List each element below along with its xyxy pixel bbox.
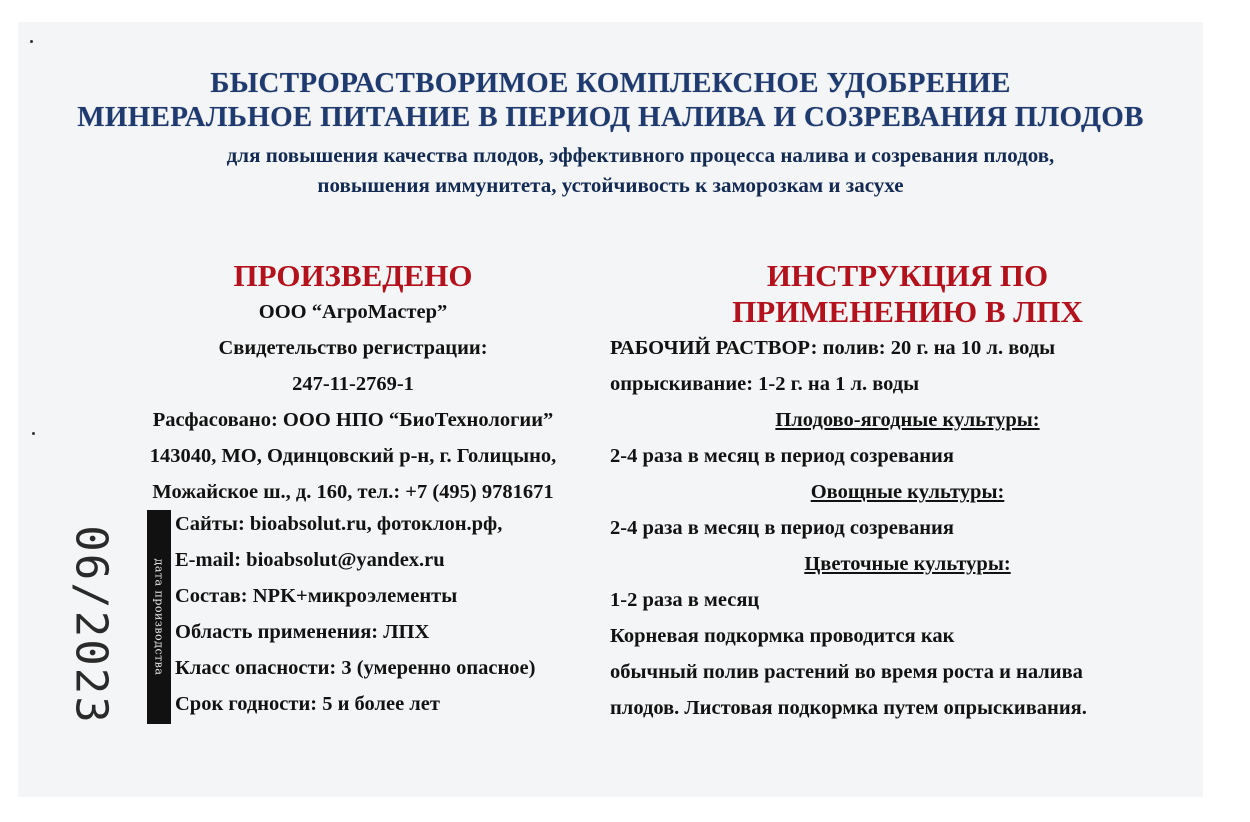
application-area: Область применения: ЛПХ [175,621,430,643]
composition: Состав: NPK+микроэлементы [175,585,458,607]
title-line-1: БЫСТРОРАСТВОРИМОЕ КОМПЛЕКСНОЕ УДОБРЕНИЕ [210,67,1011,99]
fruit-crops-text: 2-4 раза в месяц в период созревания [610,445,954,467]
subtitle-line-1: для повышения качества плодов, эффективного процесса налива и созревания плодов, [226,143,1055,167]
producer-heading: ПРОИЗВЕДЕНО [233,258,473,293]
production-date-label: дата производства [152,558,166,676]
email: E-mail: bioabsolut@yandex.ru [175,549,445,571]
fruit-crops-heading: Плодово-ягодные культуры: [775,409,1040,431]
label-card [18,22,1203,797]
vegetable-crops-text: 2-4 раза в месяц в период созревания [610,517,954,539]
flower-crops-text: 1-2 раза в месяц [610,589,760,611]
address-line-2: Можайское ш., д. 160, тел.: +7 (495) 9781671 [152,481,554,503]
packed-by: Расфасовано: ООО НПО “БиоТехнологии” [152,409,554,431]
certificate-number: 247-11-2769-1 [292,373,414,395]
production-date-label-box [147,510,171,724]
sites: Сайты: bioabsolut.ru, фотоклон.рф, [175,513,503,535]
producer-company: ООО “АгроМастер” [258,301,448,323]
certificate-label: Свидетельство регистрации: [218,337,488,359]
hazard-class: Класс опасности: 3 (умеренно опасное) [175,657,536,679]
print-speck [30,40,33,43]
production-date: 06/2023 [65,525,117,725]
working-solution: РАБОЧИЙ РАСТВОР: полив: 20 г. на 10 л. воды [610,337,1056,359]
instructions-section [610,258,1205,726]
spraying-dose: опрыскивание: 1-2 г. на 1 л. воды [610,373,920,395]
production-date-stamp [58,525,124,725]
title-line-2: МИНЕРАЛЬНОЕ ПИТАНИЕ В ПЕРИОД НАЛИВА И СОЗРЕВАНИЯ ПЛОДОВ [77,101,1144,133]
subtitle-line-2: повышения иммунитета, устойчивость к заморозкам и засухе [317,173,904,197]
address-line-1: 143040, МО, Одинцовский р-н, г. Голицыно, [149,445,557,467]
shelf-life: Срок годности: 5 и более лет [175,693,440,715]
print-speck [32,432,35,435]
instructions-heading-line-2: ПРИМЕНЕНИЮ В ЛПХ [732,294,1083,329]
header [18,66,1203,200]
note-line-3: плодов. Листовая подкормка путем опрыскивания. [610,697,1087,719]
vegetable-crops-heading: Овощные культуры: [810,481,1005,503]
instructions-heading-line-1: ИНСТРУКЦИЯ ПО [766,258,1049,293]
details-list [175,506,635,722]
note-line-2: обычный полив растений во время роста и налива [610,661,1083,683]
flower-crops-heading: Цветочные культуры: [804,553,1011,575]
producer-section [88,258,618,510]
note-line-1: Корневая подкормка проводится как [610,625,955,647]
